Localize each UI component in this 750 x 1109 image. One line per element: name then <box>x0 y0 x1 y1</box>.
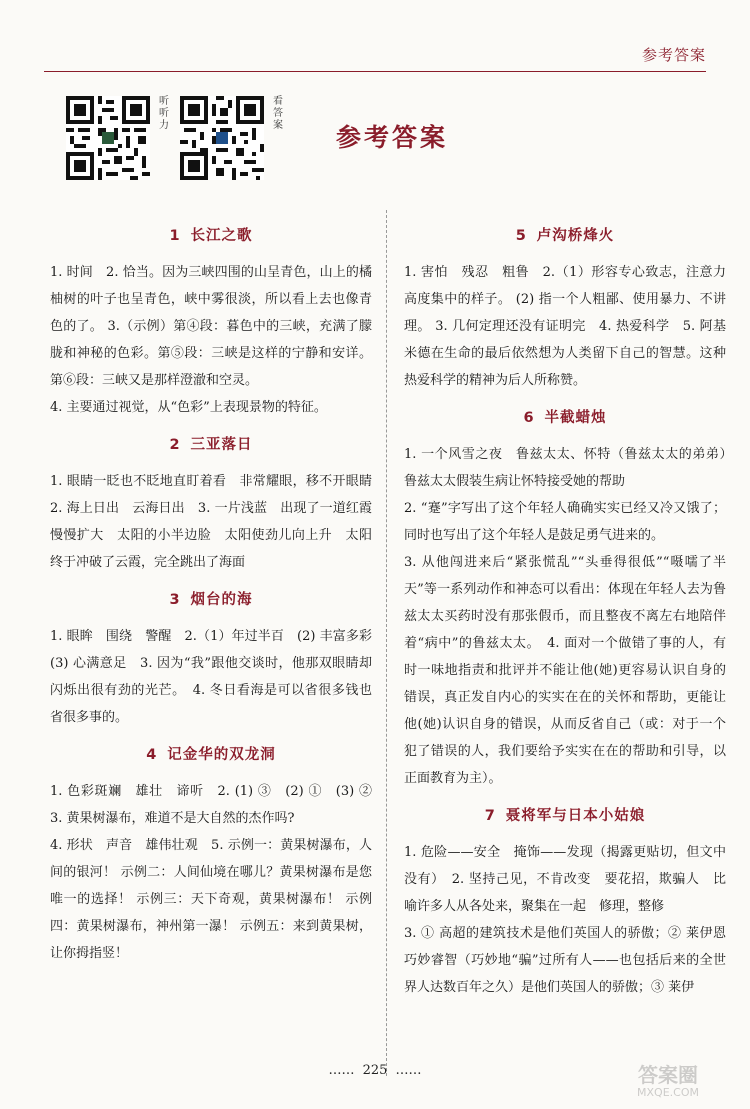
svg-text:答案圈: 答案圈 <box>638 1063 698 1087</box>
qr-caption-char: 听 <box>159 96 169 107</box>
section-title <box>50 224 372 245</box>
page-title: 参考答案 <box>336 123 449 152</box>
section-number: 4 <box>146 747 158 763</box>
header-label: 参考答案 <box>641 46 706 64</box>
section-number: 3 <box>169 592 181 608</box>
answer-paragraph: 3. ① 高超的建筑技术是他们英国人的骄傲；② 莱伊恩巧妙睿智（巧妙地“骗”过所有人——也包括后来的全世界人达数百年之久）是他们英国人的骄傲；③ 莱伊 <box>404 926 726 995</box>
section-title-text: 长江之歌 <box>190 228 253 244</box>
column-divider <box>386 210 388 1076</box>
answer-paragraph: 2. “蹇”字写出了这个年轻人确确实实已经又冷又饿了；同时也写出了这个年轻人是鼓足勇气进来的。 <box>404 501 726 543</box>
svg-text:MXQE.COM: MXQE.COM <box>637 1086 699 1099</box>
section-title-text: 半截蜡烛 <box>544 410 607 426</box>
answer-paragraph: 1. 眼睛一眨也不眨地直盯着看 非常耀眼，移不开眼睛 2. 海上日出 云海日出 3. 一片浅蓝 出现了一道红霞 慢慢扩大 太阳的小半边脸 太阳使劲儿向上升 太阳终于冲破了云霞，完全跳出了海面 <box>50 474 386 570</box>
qr-caption-listen <box>157 96 171 132</box>
section-number: 1 <box>169 228 181 244</box>
section-number: 7 <box>484 808 496 824</box>
left-column <box>50 214 386 967</box>
answer-paragraph: 3. 从他闯进来后“紧张慌乱”“头垂得很低”“嗫嚅了半天”等一系列动作和神态可以看出：体现在年轻人去为鲁兹太太买药时没有那张假币，而且整夜不离左右地陪伴着“病中”的鲁兹太太。 4. 面对一个做错了事的人，有时一味地指责和批评并不能让他(她)更容易认识自身的错误，真正发自内心的实实在在的关怀和帮助，更能让他(她)认识自身的错误，从而反省自己（或：对于一个犯了错误的人，我们要给予实实在在的帮助和引导，以正面教育为主）。 <box>404 555 726 786</box>
qr-caption-char: 听 <box>159 108 169 119</box>
answer-paragraph: 1. 害怕 残忍 粗鲁 2.（1）形容专心致志，注意力高度集中的样子。 (2) 指一个人粗鄙、使用暴力、不讲理。 3. 几何定理还没有证明完 4. 热爱科学 5. 阿基米德在生命的最后依然想为人类留下自己的智慧。这种热爱科学的精神为后人所称赞。 <box>404 265 726 388</box>
qr-caption-char: 答 <box>273 108 283 119</box>
section <box>404 406 740 792</box>
section <box>50 433 386 576</box>
answer-paragraph: 1. 时间 2. 恰当。因为三峡四围的山呈青色，山上的橘柚树的叶子也呈青色，峡中雾很淡，所以看上去也像青色的了。 3.（示例）第④段：暮色中的三峡，充满了朦胧和神秘的色彩。第⑤段：三峡是这样的宁静和安详。第⑥段：三峡又是那样澄澈和空灵。 <box>50 265 372 388</box>
section <box>404 224 726 394</box>
qr-code-answers[interactable] <box>180 96 264 180</box>
section <box>50 588 386 731</box>
section-number: 2 <box>169 437 181 453</box>
section-title-text: 记金华的双龙洞 <box>167 747 276 763</box>
section-title-text: 烟台的海 <box>190 592 253 608</box>
section-number: 5 <box>515 228 527 244</box>
section-title <box>404 224 726 245</box>
section-title-text: 卢沟桥烽火 <box>536 228 615 244</box>
answer-paragraph: 4. 形状 声音 雄伟壮观 5. 示例一：黄果树瀑布，人间的银河！ 示例二：人间仙境在哪儿？黄果树瀑布是您唯一的选择！ 示例三：天下奇观，黄果树瀑布！ 示例四：黄果树瀑布，神州第一瀑！ 示例五：来到黄果树，让你拇指竖！ <box>50 838 372 961</box>
answer-paragraph: 1. 一个风雪之夜 鲁兹太太、怀特（鲁兹太太的弟弟） 鲁兹太太假装生病让怀特接受她的帮助 <box>404 447 740 489</box>
qr-caption-char: 看 <box>273 96 283 107</box>
qr-caption-answers <box>271 96 285 132</box>
answer-paragraph: 1. 眼眸 围绕 警醒 2.（1）年过半百 (2) 丰富多彩 (3) 心满意足 3. 因为“我”跟他交谈时，他那双眼睛却闪烁出很有劲的光芒。 4. 冬日看海是可以省很多钱也省很多事的。 <box>50 629 386 725</box>
answer-paragraph: 1. 危险——安全 掩饰——发现（揭露更贴切，但文中没有） 2. 坚持己见，不肯改变 要花招，欺骗人 比喻许多人从各处来，聚集在一起 修理，整修 <box>404 845 726 914</box>
qr-code-listen[interactable] <box>66 96 150 180</box>
answer-paragraph: 1. 色彩斑斓 雄壮 谛听 2. (1) ③ (2) ① (3) ② 3. 黄果树瀑布，难道不是大自然的杰作吗? <box>50 784 386 826</box>
section-title-text: 三亚落日 <box>190 437 253 453</box>
section-title-text: 聂将军与日本小姑娘 <box>505 808 646 824</box>
section-title <box>50 743 372 764</box>
watermark-logo <box>606 1060 730 1100</box>
section-title <box>404 406 726 427</box>
page-number-value: 225 <box>362 1063 388 1078</box>
section <box>50 224 372 421</box>
page-number-dots: …… <box>395 1063 422 1078</box>
section-title <box>50 588 372 609</box>
right-column <box>404 214 740 1001</box>
section-title <box>50 433 372 454</box>
page-number-dots: …… <box>328 1063 355 1078</box>
section <box>404 804 726 1001</box>
section-number: 6 <box>523 410 535 426</box>
qr-caption-char: 案 <box>273 120 283 131</box>
section <box>50 743 386 967</box>
answer-paragraph: 4. 主要通过视觉，从“色彩”上表现景物的特征。 <box>50 400 327 415</box>
header-rule <box>44 71 706 72</box>
section-title <box>404 804 726 825</box>
qr-caption-char: 力 <box>159 120 169 131</box>
